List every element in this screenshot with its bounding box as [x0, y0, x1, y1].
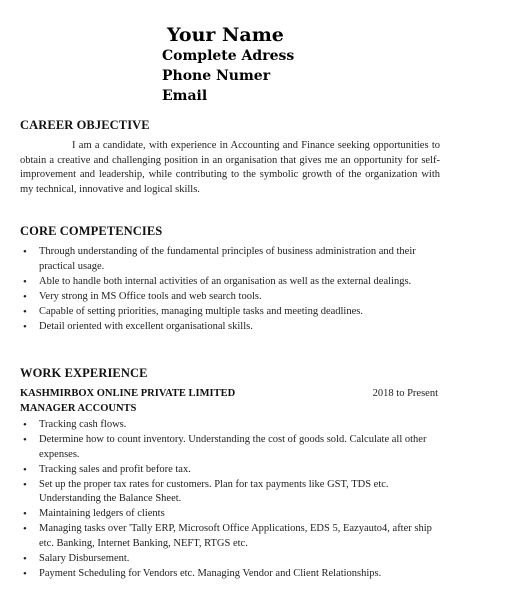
job-role: MANAGER ACCOUNTS: [20, 402, 137, 414]
core-competencies-section: [20, 224, 440, 335]
list-item: • Detail oriented with excellent organisational skills.: [20, 320, 440, 335]
list-item: • Tracking cash flows.: [20, 418, 440, 433]
job-header: [20, 387, 440, 402]
address-line: Complete Adress: [162, 48, 295, 64]
list-item: • Determine how to count inventory. Understanding the cost of goods sold. Calculate all other expenses.: [20, 433, 440, 462]
core-competencies-heading: CORE COMPETENCIES: [20, 224, 163, 238]
list-item: • Capable of setting priorities, managing multiple tasks and meeting deadlines.: [20, 305, 440, 320]
list-item: • Set up the proper tax rates for customers. Plan for tax payments like GST, TDS etc. Understanding the Balance Sheet.: [20, 478, 440, 507]
work-experience-heading: WORK EXPERIENCE: [20, 366, 148, 380]
phone-line: Phone Numer: [162, 68, 271, 84]
list-item: • Managing tasks over 'Tally ERP, Microsoft Office Applications, EDS 5, Eazyauto4, after ship etc. Banking, Internet Banking, NEFT, RTGS etc.: [20, 522, 440, 551]
work-experience-section: [20, 366, 440, 582]
list-item: • Salary Disbursement.: [20, 552, 440, 567]
applicant-name: Your Name: [167, 24, 284, 46]
career-objective-section: [20, 118, 440, 197]
career-objective-text: I am a candidate, with experience in Accounting and Finance seeking opportunities to obtain a creative and challenging position in an organisation that gives me an opportunity for self-improvement and leadership, while contributing to the symbolic growth of the organization with my technical, innovative and logical skills.: [20, 140, 440, 195]
contact-header: [162, 24, 294, 106]
list-item: • Maintaining ledgers of clients: [20, 507, 440, 522]
list-item: • Payment Scheduling for Vendors etc. Managing Vendor and Client Relationships.: [20, 567, 440, 582]
duties-list: [20, 418, 440, 581]
list-item: • Through understanding of the fundamental principles of business administration and their practical usage.: [20, 245, 440, 274]
list-item: • Tracking sales and profit before tax.: [20, 463, 440, 478]
list-item: • Very strong in MS Office tools and web search tools.: [20, 290, 440, 305]
list-item: • Able to handle both internal activities of an organisation as well as the external dealings.: [20, 275, 440, 290]
company-name: KASHMIRBOX ONLINE PRIVATE LIMITED: [20, 388, 236, 399]
competencies-list: [20, 245, 440, 334]
email-line: Email: [162, 88, 208, 104]
career-objective-heading: CAREER OBJECTIVE: [20, 118, 150, 132]
job-dates: 2018 to Present: [372, 388, 438, 399]
